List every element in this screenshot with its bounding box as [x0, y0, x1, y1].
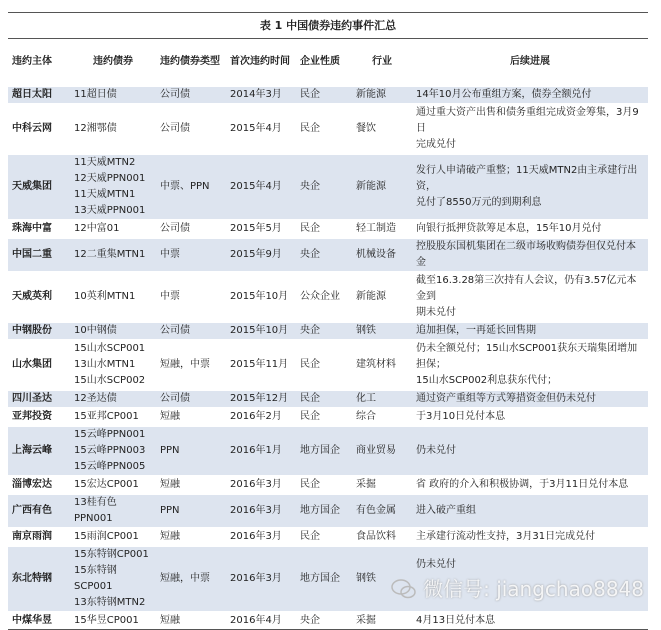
cell-type: 公司债: [156, 104, 226, 154]
cell-bonds: [70, 340, 156, 390]
progress-line: 仍未全额兑付；15山水SCP001获东天瑞集团增加担保；: [416, 343, 638, 370]
cell-date: 2016年3月: [226, 494, 296, 528]
cell-progress: [412, 322, 648, 340]
progress-line: 向银行抵押贷款筹足本息，15年10月兑付: [416, 223, 602, 234]
bonds-line: 15东特钢: [74, 565, 117, 576]
cell-type: 中票: [156, 272, 226, 322]
progress-line: 发行人申请破产重整；11天威MTN2由主承建行出资，: [416, 165, 638, 192]
cell-entity: 南京雨润: [8, 528, 70, 546]
cell-entity: 东北特钢: [8, 546, 70, 612]
cell-entity: 广西有色: [8, 494, 70, 528]
progress-line: 完成兑付: [416, 139, 456, 150]
bonds-line: 10中钢债: [74, 325, 117, 336]
cell-bonds: [70, 476, 156, 494]
cell-bonds: [70, 390, 156, 408]
cell-industry: 采掘: [352, 612, 412, 630]
cell-nature: 民企: [296, 220, 352, 238]
cell-bonds: [70, 612, 156, 630]
cell-progress: [412, 494, 648, 528]
bonds-line: 15云峰PPN001: [74, 429, 146, 440]
cell-industry: 建筑材料: [352, 340, 412, 390]
cell-industry: 轻工制造: [352, 220, 412, 238]
cell-date: 2016年2月: [226, 408, 296, 426]
bonds-line: 11天威MTN2: [74, 157, 136, 168]
cell-type: 公司债: [156, 390, 226, 408]
cell-date: 2015年4月: [226, 154, 296, 220]
header-row: [8, 39, 648, 86]
table-row: [8, 104, 648, 154]
progress-line: 追加担保，一再延长回售期: [416, 325, 536, 336]
cell-industry: 化工: [352, 390, 412, 408]
cell-industry: 钢铁: [352, 546, 412, 612]
cell-type: 短融: [156, 408, 226, 426]
bonds-line: 15山水SCP001: [74, 343, 146, 354]
cell-industry: 综合: [352, 408, 412, 426]
cell-entity: 珠海中富: [8, 220, 70, 238]
cell-bonds: [70, 104, 156, 154]
bonds-line: 13桂有色: [74, 497, 117, 508]
cell-progress: [412, 272, 648, 322]
cell-progress: [412, 612, 648, 630]
table-row: [8, 476, 648, 494]
cell-industry: 采掘: [352, 476, 412, 494]
cell-industry: 机械设备: [352, 238, 412, 272]
cell-industry: 有色金属: [352, 494, 412, 528]
bonds-line: SCP001: [74, 581, 113, 592]
bond-default-table: [8, 39, 648, 630]
progress-line: 兑付了8550万元的到期利息: [416, 197, 542, 208]
table-row: [8, 408, 648, 426]
cell-industry: 新能源: [352, 86, 412, 104]
cell-nature: 央企: [296, 154, 352, 220]
cell-type: 中票、PPN: [156, 154, 226, 220]
cell-industry: 餐饮: [352, 104, 412, 154]
table-row: [8, 390, 648, 408]
table-row: [8, 340, 648, 390]
table-row: [8, 546, 648, 612]
progress-line: 期未兑付: [416, 307, 456, 318]
progress-line: 14年10月公布重组方案，债券全额兑付: [416, 89, 592, 100]
cell-date: 2015年4月: [226, 104, 296, 154]
header-date: 首次违约时间: [230, 56, 290, 67]
progress-line: 截至16.3.28第三次持有人会议，仍有3.57亿元本金到: [416, 275, 637, 302]
bonds-line: 15云峰PPN003: [74, 445, 146, 456]
progress-line: 15山水SCP002利息获东代付；: [416, 375, 558, 386]
cell-industry: 食品饮料: [352, 528, 412, 546]
cell-type: 短融: [156, 612, 226, 630]
header-industry: 行业: [372, 56, 392, 67]
table-row: [8, 528, 648, 546]
cell-progress: [412, 220, 648, 238]
cell-entity: 中科云网: [8, 104, 70, 154]
cell-type: 短融，中票: [156, 340, 226, 390]
cell-progress: [412, 238, 648, 272]
cell-nature: 地方国企: [296, 494, 352, 528]
watermark: [416, 577, 644, 601]
bonds-line: 15云峰PPN005: [74, 461, 146, 472]
cell-nature: 民企: [296, 104, 352, 154]
cell-type: 公司债: [156, 220, 226, 238]
cell-entity: 超日太阳: [8, 86, 70, 104]
bonds-line: 13天威PPN001: [74, 205, 146, 216]
cell-date: 2015年12月: [226, 390, 296, 408]
cell-nature: 地方国企: [296, 426, 352, 476]
cell-type: 中票: [156, 238, 226, 272]
bonds-line: 15山水SCP002: [74, 375, 146, 386]
cell-type: 短融，中票: [156, 546, 226, 612]
cell-bonds: [70, 494, 156, 528]
cell-industry: 新能源: [352, 272, 412, 322]
cell-type: 短融: [156, 476, 226, 494]
cell-nature: 央企: [296, 238, 352, 272]
header-bonds: 违约债券: [93, 56, 133, 67]
cell-nature: 民企: [296, 390, 352, 408]
cell-date: 2016年3月: [226, 476, 296, 494]
progress-line: 4月13日兑付本息: [416, 615, 496, 626]
progress-line: 进入破产重组: [416, 505, 476, 516]
header-progress: 后续进展: [510, 56, 550, 67]
bonds-line: 15亚邦CP001: [74, 411, 139, 422]
cell-nature: 民企: [296, 408, 352, 426]
cell-progress: [412, 408, 648, 426]
cell-progress: [412, 104, 648, 154]
cell-entity: 亚邦投资: [8, 408, 70, 426]
bonds-line: 15东特钢CP001: [74, 549, 149, 560]
bonds-line: 15雨润CP001: [74, 531, 139, 542]
progress-line: 省 政府的介入和积极协调，于3月11日兑付本息: [416, 479, 629, 490]
cell-type: 公司债: [156, 86, 226, 104]
cell-nature: 公众企业: [296, 272, 352, 322]
cell-entity: 淄博宏达: [8, 476, 70, 494]
cell-date: 2016年3月: [226, 546, 296, 612]
cell-type: 公司债: [156, 322, 226, 340]
cell-progress: [412, 340, 648, 390]
cell-entity: 山水集团: [8, 340, 70, 390]
cell-date: 2015年11月: [226, 340, 296, 390]
cell-bonds: [70, 322, 156, 340]
table-row: [8, 272, 648, 322]
bonds-line: 10英利MTN1: [74, 291, 136, 302]
cell-progress: [412, 390, 648, 408]
cell-industry: 商业贸易: [352, 426, 412, 476]
bonds-line: 12湘鄂债: [74, 123, 117, 134]
cell-industry: 钢铁: [352, 322, 412, 340]
cell-bonds: [70, 238, 156, 272]
table-row: [8, 322, 648, 340]
cell-entity: 天威集团: [8, 154, 70, 220]
cell-progress: [412, 426, 648, 476]
table-row: [8, 220, 648, 238]
cell-industry: 新能源: [352, 154, 412, 220]
table-row: [8, 426, 648, 476]
cell-nature: 民企: [296, 476, 352, 494]
bonds-line: 13山水MTN1: [74, 359, 136, 370]
cell-bonds: [70, 408, 156, 426]
cell-date: 2015年10月: [226, 322, 296, 340]
bonds-line: 15华昱CP001: [74, 615, 139, 626]
progress-line: 于3月10日兑付本息: [416, 411, 506, 422]
bonds-line: 13东特钢MTN2: [74, 597, 146, 608]
cell-bonds: [70, 220, 156, 238]
bonds-line: 12二重集MTN1: [74, 249, 146, 260]
bond-default-table-document: [8, 12, 648, 630]
bonds-line: 12圣达债: [74, 393, 117, 404]
cell-entity: 四川圣达: [8, 390, 70, 408]
cell-progress: [412, 476, 648, 494]
cell-date: 2015年5月: [226, 220, 296, 238]
progress-line: 仍未兑付: [416, 559, 456, 570]
cell-nature: 地方国企: [296, 546, 352, 612]
progress-line: 控股股东国机集团在二级市场收购债券但仅兑付本金: [416, 241, 636, 268]
cell-progress: [412, 86, 648, 104]
bonds-line: 12中富01: [74, 223, 120, 234]
header-nature: 企业性质: [300, 56, 340, 67]
table-row: [8, 154, 648, 220]
header-entity: 违约主体: [12, 56, 52, 67]
cell-progress: [412, 546, 648, 612]
cell-entity: 天威英利: [8, 272, 70, 322]
cell-nature: 央企: [296, 322, 352, 340]
cell-bonds: [70, 528, 156, 546]
bonds-line: 12天威PPN001: [74, 173, 146, 184]
cell-entity: 中钢股份: [8, 322, 70, 340]
cell-bonds: [70, 86, 156, 104]
progress-line: 仍未兑付: [416, 445, 456, 456]
table-row: [8, 494, 648, 528]
cell-date: 2015年9月: [226, 238, 296, 272]
table-row: [8, 238, 648, 272]
bonds-line: 11天威MTN1: [74, 189, 136, 200]
cell-date: 2016年1月: [226, 426, 296, 476]
cell-date: 2014年3月: [226, 86, 296, 104]
table-row: [8, 86, 648, 104]
progress-line: 通过重大资产出售和债务重组完成资金筹集，3月9日: [416, 107, 639, 134]
cell-bonds: [70, 154, 156, 220]
header-type: 违约债券类型: [160, 56, 220, 67]
bonds-line: 11超日债: [74, 89, 117, 100]
cell-bonds: [70, 272, 156, 322]
watermark-text: 微信号: jiangchao8848: [423, 577, 644, 601]
table-row: [8, 612, 648, 630]
cell-date: 2015年10月: [226, 272, 296, 322]
cell-nature: 央企: [296, 612, 352, 630]
cell-type: 短融: [156, 528, 226, 546]
cell-entity: 中国二重: [8, 238, 70, 272]
cell-date: 2016年3月: [226, 528, 296, 546]
cell-entity: 上海云峰: [8, 426, 70, 476]
table-title: 表 1 中国债券违约事件汇总: [8, 12, 648, 39]
cell-type: PPN: [156, 426, 226, 476]
cell-nature: 民企: [296, 86, 352, 104]
cell-nature: 民企: [296, 340, 352, 390]
cell-bonds: [70, 426, 156, 476]
bonds-line: PPN001: [74, 513, 113, 524]
cell-progress: [412, 154, 648, 220]
cell-type: PPN: [156, 494, 226, 528]
wechat-icon: [391, 578, 417, 600]
cell-bonds: [70, 546, 156, 612]
progress-line: 通过资产重组等方式筹措资金但仍未兑付: [416, 393, 596, 404]
cell-entity: 中煤华昱: [8, 612, 70, 630]
progress-line: 主承建行流动性支持，3月31日完成兑付: [416, 531, 596, 542]
cell-nature: 民企: [296, 528, 352, 546]
bonds-line: 15宏达CP001: [74, 479, 139, 490]
cell-date: 2016年4月: [226, 612, 296, 630]
cell-progress: [412, 528, 648, 546]
